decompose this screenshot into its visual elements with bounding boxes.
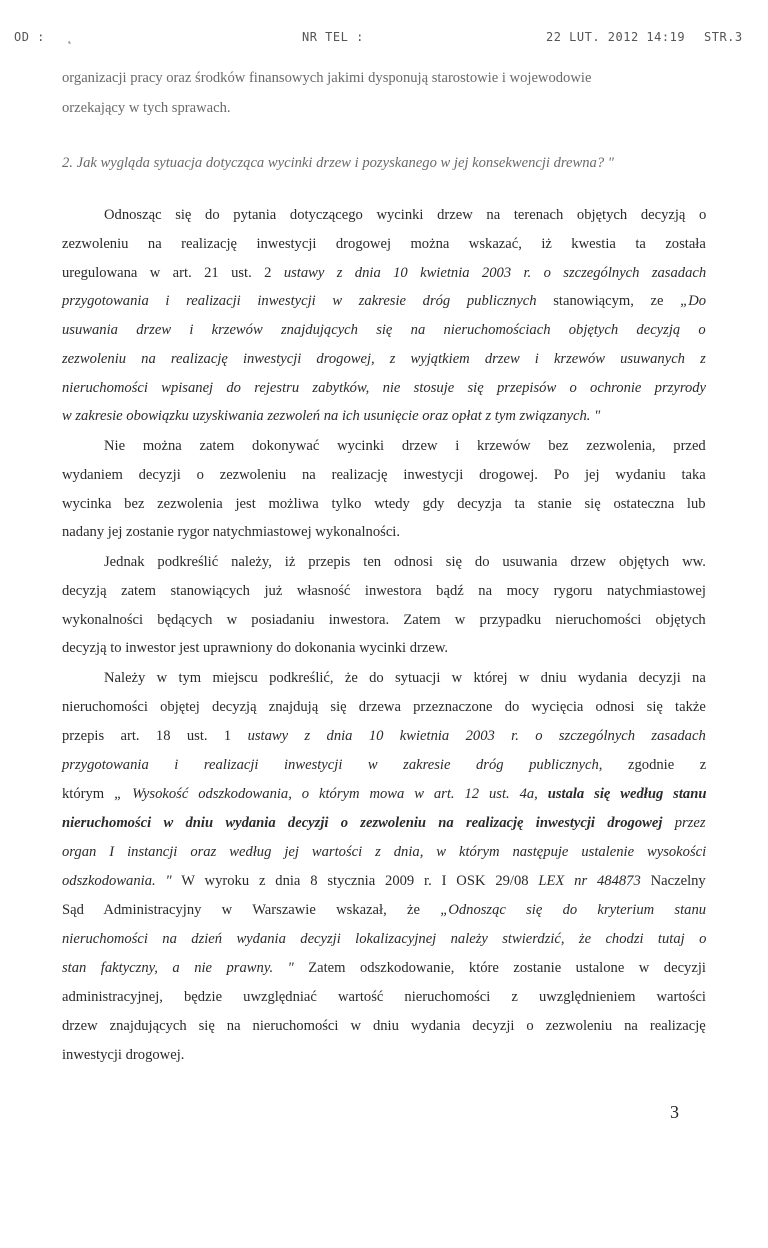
text-line: przygotowania i realizacji inwestycji w zakresie dróg publicznych stanowiącym, ze „Do: [62, 293, 707, 309]
text-line: odszkodowania. " W wyroku z dnia 8 stycznia 2009 r. I OSK 29/08 LEX nr 484873 Naczelny: [62, 873, 706, 889]
text-line: nieruchomości objętej decyzją znajdują się drzewa przeznaczone do wycięcia odnosi się także: [62, 699, 706, 715]
text-line: którym „ Wysokość odszkodowania, o którym mowa w art. 12 ust. 4a, ustala się według stanu: [62, 786, 707, 802]
text-line: inwestycji drogowej.: [62, 1047, 185, 1063]
fax-phone-label: NR TEL :: [302, 30, 364, 44]
text-line: wydaniem decyzji o zezwoleniu na realizację inwestycji drogowej. Po jej wydaniu taka: [62, 467, 706, 483]
quote-line: zezwoleniu na realizację inwestycji drogowej, z wyjątkiem drzew i krzewów usuwanych z: [62, 351, 706, 367]
text-line: Należy w tym miejscu podkreślić, że do sytuacji w której w dniu wydania decyzji na: [104, 670, 706, 686]
question-heading: 2. Jak wygląda sytuacja dotycząca wycinki drzew i pozyskanego w jej konsekwencji drewna? ": [62, 155, 614, 171]
page-number: 3: [670, 1102, 679, 1122]
text-line: zezwoleniu na realizację inwestycji drogowej można wskazać, iż kwestia ta została: [62, 236, 706, 252]
text-line: Sąd Administracyjny w Warszawie wskazał, że „Odnosząc się do kryterium stanu: [62, 902, 707, 918]
text-line: drzew znajdujących się na nieruchomości w dniu wydania decyzji o zezwoleniu na realizację: [62, 1018, 706, 1034]
quote-line: organ I instancji oraz według jej wartości z dnia, w którym następuje ustalenie wysokości: [62, 844, 707, 860]
text-line: stan faktyczny, a nie prawny. " Zatem odszkodowanie, które zostanie ustalone w decyzji: [62, 960, 706, 976]
fax-date: 22 LUT. 2012 14:19: [546, 30, 686, 44]
intro-line: orzekający w tych sprawach.: [62, 100, 231, 116]
text-line: przepis art. 18 ust. 1 ustawy z dnia 10 kwietnia 2003 r. o szczególnych zasadach: [62, 728, 706, 744]
fax-mark: ˛: [66, 30, 74, 44]
fax-page: STR.3: [704, 30, 743, 44]
text-line: nieruchomości w dniu wydania decyzji o zezwoleniu na realizację inwestycji drogowej przez: [62, 815, 706, 831]
text-line: decyzją zatem stanowiących już własność inwestora bądź na mocy rygoru natychmiastowej: [62, 583, 706, 599]
text-line: przygotowania i realizacji inwestycji w zakresie dróg publicznych, zgodnie z: [62, 757, 707, 773]
quote-line: nieruchomości na dzień wydania decyzji lokalizacyjnej należy stwierdzić, że chodzi tutaj o: [62, 931, 707, 947]
text-line: wykonalności będących w posiadaniu inwestora. Zatem w przypadku nieruchomości objętych: [62, 612, 706, 628]
quote-line: usuwania drzew i krzewów znajdujących się na nieruchomościach objętych decyzją o: [62, 322, 706, 338]
text-line: decyzją to inwestor jest uprawniony do dokonania wycinki drzew.: [62, 640, 449, 656]
text-line: nadany jej zostanie rygor natychmiastowej wykonalności.: [62, 524, 400, 540]
text-line: Nie można zatem dokonywać wycinki drzew i krzewów bez zezwolenia, przed: [104, 438, 706, 454]
text-line: uregulowana w art. 21 ust. 2 ustawy z dnia 10 kwietnia 2003 r. o szczególnych zasadach: [62, 265, 707, 281]
quote-line: w zakresie obowiązku uzyskiwania zezwoleń na ich usunięcie oraz opłat z tym związanych. ": [62, 408, 601, 424]
text-line: Jednak podkreślić należy, iż przepis ten odnosi się do usuwania drzew objętych ww.: [104, 554, 706, 570]
fax-sender: OD :: [14, 30, 45, 44]
text-line: wycinka bez zezwolenia jest możliwa tylko wtedy gdy decyzja ta stanie się ostateczna lub: [62, 496, 706, 512]
text-line: administracyjnej, będzie uwzględniać wartość nieruchomości z uwzględnieniem wartości: [62, 989, 706, 1005]
text-line: Odnosząc się do pytania dotyczącego wycinki drzew na terenach objętych decyzją o: [104, 207, 707, 223]
intro-line: organizacji pracy oraz środków finansowych jakimi dysponują starostowie i wojewodowie: [62, 70, 592, 86]
quote-line: nieruchomości wpisanej do rejestru zabytków, nie stosuje się przepisów o ochronie przyrody: [62, 380, 707, 396]
